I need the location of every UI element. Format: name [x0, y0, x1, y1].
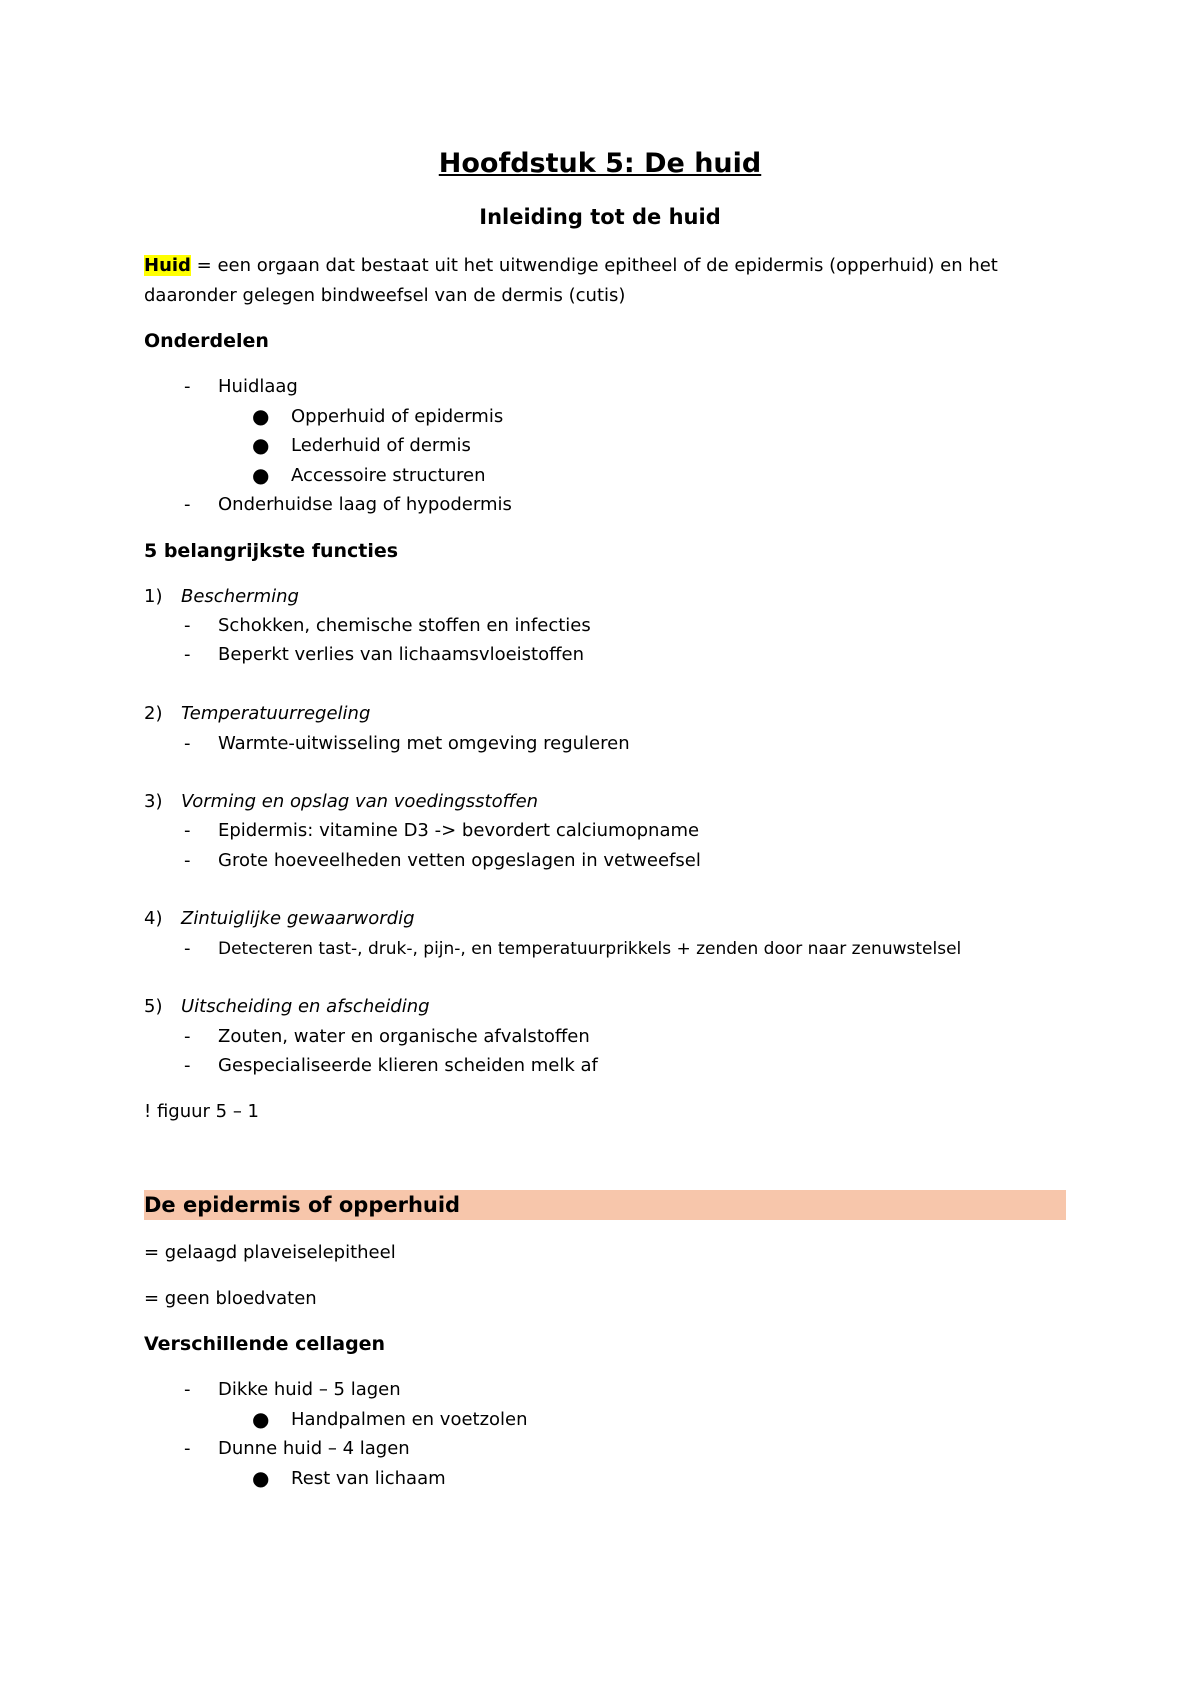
- list-item: Onderhuidse laag of hypodermis: [218, 494, 512, 515]
- function-name: Zintuiglijke gewaarwordig: [181, 908, 415, 929]
- list-item: Huidlaag: [218, 376, 298, 397]
- cellagen-heading: Verschillende cellagen: [144, 1333, 386, 1355]
- onderdelen-heading: Onderdelen: [144, 330, 269, 352]
- bullet-icon: ●: [252, 404, 270, 428]
- list-item: Detecteren tast-, druk-, pijn-, en temperatuurprikkels + zenden door naar zenuwstelsel: [218, 939, 962, 959]
- list-item: Dunne huid – 4 lagen: [218, 1438, 410, 1459]
- definition-line-1: [144, 253, 998, 279]
- list-subitem: Opperhuid of epidermis: [291, 406, 504, 427]
- list-subitem: Accessoire structuren: [291, 465, 486, 486]
- function-number: 3): [144, 791, 163, 812]
- dash-marker: -: [184, 1026, 191, 1047]
- list-item: Epidermis: vitamine D3 -> bevordert calciumopname: [218, 820, 700, 841]
- function-name: Vorming en opslag van voedingsstoffen: [181, 791, 539, 812]
- list-item: Dikke huid – 5 lagen: [218, 1379, 401, 1400]
- list-subitem: Rest van lichaam: [291, 1468, 446, 1489]
- function-name: Temperatuurregeling: [181, 703, 371, 724]
- function-name: Uitscheiding en afscheiding: [181, 996, 430, 1017]
- epidermis-heading: De epidermis of opperhuid: [144, 1193, 461, 1217]
- list-item: Warmte-uitwisseling met omgeving reguleren: [218, 733, 630, 754]
- dash-marker: -: [184, 644, 191, 665]
- function-number: 4): [144, 908, 163, 929]
- epidermis-line-2: = geen bloedvaten: [144, 1288, 317, 1309]
- bullet-icon: ●: [252, 433, 270, 457]
- list-item: Grote hoeveelheden vetten opgeslagen in vetweefsel: [218, 850, 701, 871]
- function-number: 1): [144, 586, 163, 607]
- dash-marker: -: [184, 1438, 191, 1459]
- dash-marker: -: [184, 1379, 191, 1400]
- dash-marker: -: [184, 733, 191, 754]
- epidermis-line-1: = gelaagd plaveiselepitheel: [144, 1242, 396, 1263]
- list-item: Schokken, chemische stoffen en infecties: [218, 615, 591, 636]
- definition-line-2: daaronder gelegen bindweefsel van de dermis (cutis): [144, 285, 626, 306]
- bullet-icon: ●: [252, 1407, 270, 1431]
- functies-heading: 5 belangrijkste functies: [144, 540, 399, 562]
- function-number: 5): [144, 996, 163, 1017]
- list-item: Zouten, water en organische afvalstoffen: [218, 1026, 590, 1047]
- dash-marker: -: [184, 376, 191, 397]
- dash-marker: -: [184, 1055, 191, 1076]
- dash-marker: -: [184, 494, 191, 515]
- dash-marker: -: [184, 820, 191, 841]
- definition-term: Huid: [144, 255, 191, 276]
- list-subitem: Lederhuid of dermis: [291, 435, 471, 456]
- bullet-icon: ●: [252, 463, 270, 487]
- dash-marker: -: [184, 938, 191, 959]
- list-item: Beperkt verlies van lichaamsvloeistoffen: [218, 644, 584, 665]
- page-title: Hoofdstuk 5: De huid: [438, 148, 762, 179]
- figure-note: ! figuur 5 – 1: [144, 1101, 259, 1122]
- function-number: 2): [144, 703, 163, 724]
- dash-marker: -: [184, 615, 191, 636]
- definition-text-1: = een orgaan dat bestaat uit het uitwendige epitheel of de epidermis (opperhuid) en het: [190, 255, 998, 276]
- list-item: Gespecialiseerde klieren scheiden melk af: [218, 1055, 598, 1076]
- function-name: Bescherming: [181, 586, 299, 607]
- section-subtitle: Inleiding tot de huid: [479, 205, 721, 229]
- dash-marker: -: [184, 850, 191, 871]
- list-subitem: Handpalmen en voetzolen: [291, 1409, 528, 1430]
- bullet-icon: ●: [252, 1466, 270, 1490]
